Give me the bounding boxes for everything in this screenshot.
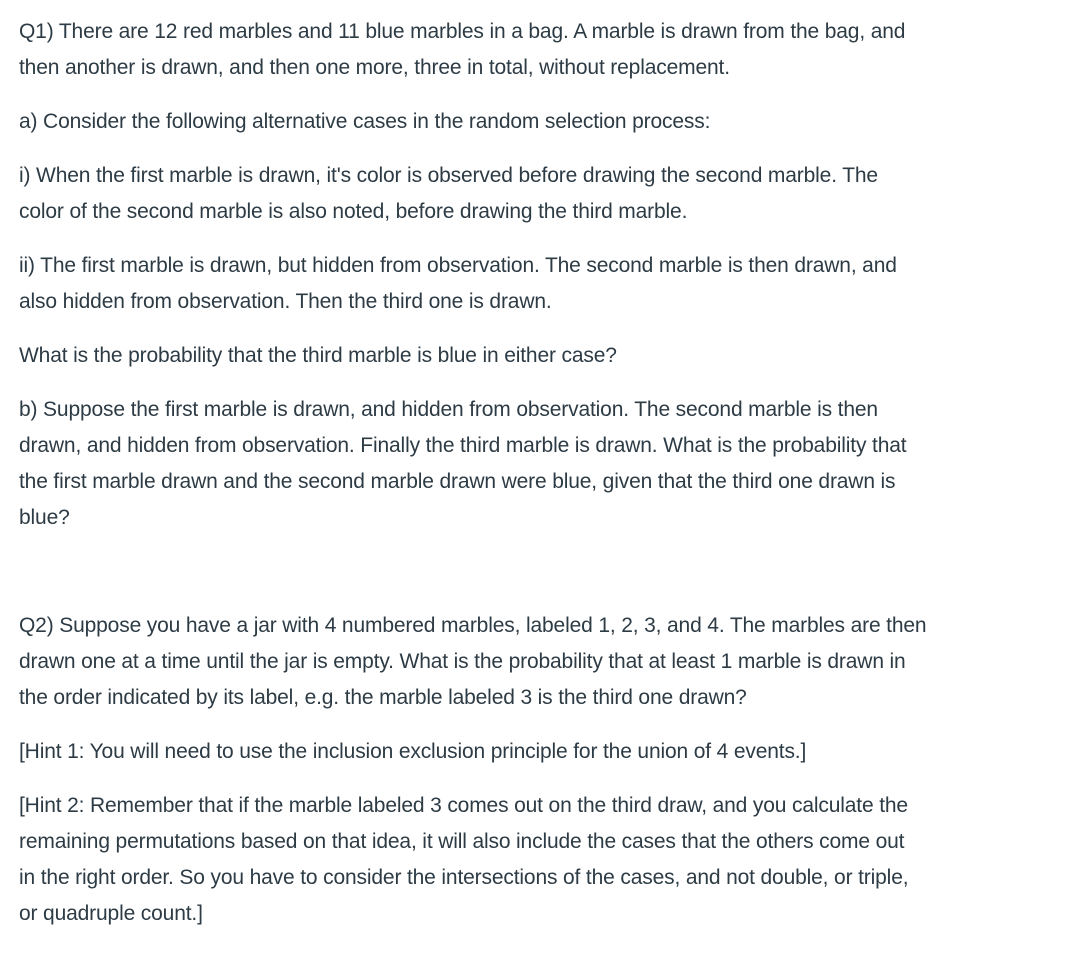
q1-part-b <box>19 392 906 536</box>
text-line: Q2) Suppose you have a jar with 4 numbered marbles, labeled 1, 2, 3, and 4. The marbles are then <box>19 614 927 637</box>
q1-intro-paragraph <box>19 14 905 86</box>
q1-part-a-intro <box>19 104 710 140</box>
q2-hint-2 <box>19 788 908 932</box>
text-line: Q1) There are 12 red marbles and 11 blue marbles in a bag. A marble is drawn from the bag, and <box>19 20 906 43</box>
q2-intro-paragraph <box>19 608 926 716</box>
text-line: ii) The first marble is drawn, but hidden from observation. The second marble is then drawn, and <box>19 254 897 277</box>
text-line: remaining permutations based on that idea, it will also include the cases that the others come out <box>19 830 905 853</box>
text-line: drawn, and hidden from observation. Finally the third marble is drawn. What is the probability that <box>19 434 907 457</box>
text-line: or quadruple count.] <box>19 902 203 925</box>
q1-part-a-case-i <box>19 158 878 230</box>
text-line: [Hint 1: You will need to use the inclusion exclusion principle for the union of 4 events.] <box>19 740 807 763</box>
text-line: color of the second marble is also noted, before drawing the third marble. <box>19 200 688 223</box>
text-line: What is the probability that the third marble is blue in either case? <box>19 344 617 367</box>
text-line: then another is drawn, and then one more, three in total, without replacement. <box>19 56 730 79</box>
q1-part-a-case-ii <box>19 248 897 320</box>
text-line: drawn one at a time until the jar is empty. What is the probability that at least 1 marble is drawn in <box>19 650 906 673</box>
text-line: blue? <box>19 506 70 529</box>
text-line: also hidden from observation. Then the third one is drawn. <box>19 290 552 313</box>
text-line: b) Suppose the first marble is drawn, and hidden from observation. The second marble is then <box>19 398 878 421</box>
text-line: the order indicated by its label, e.g. the marble labeled 3 is the third one drawn? <box>19 686 747 709</box>
text-line: [Hint 2: Remember that if the marble labeled 3 comes out on the third draw, and you calculate the <box>19 794 908 817</box>
text-line: a) Consider the following alternative cases in the random selection process: <box>19 110 711 133</box>
text-line: i) When the first marble is drawn, it's color is observed before drawing the second marble. The <box>19 164 878 187</box>
q1-part-a-question <box>19 338 617 374</box>
text-line: the first marble drawn and the second marble drawn were blue, given that the third one drawn is <box>19 470 896 493</box>
q2-hint-1 <box>19 734 806 770</box>
text-line: in the right order. So you have to consider the intersections of the cases, and not double, or triple, <box>19 866 909 889</box>
